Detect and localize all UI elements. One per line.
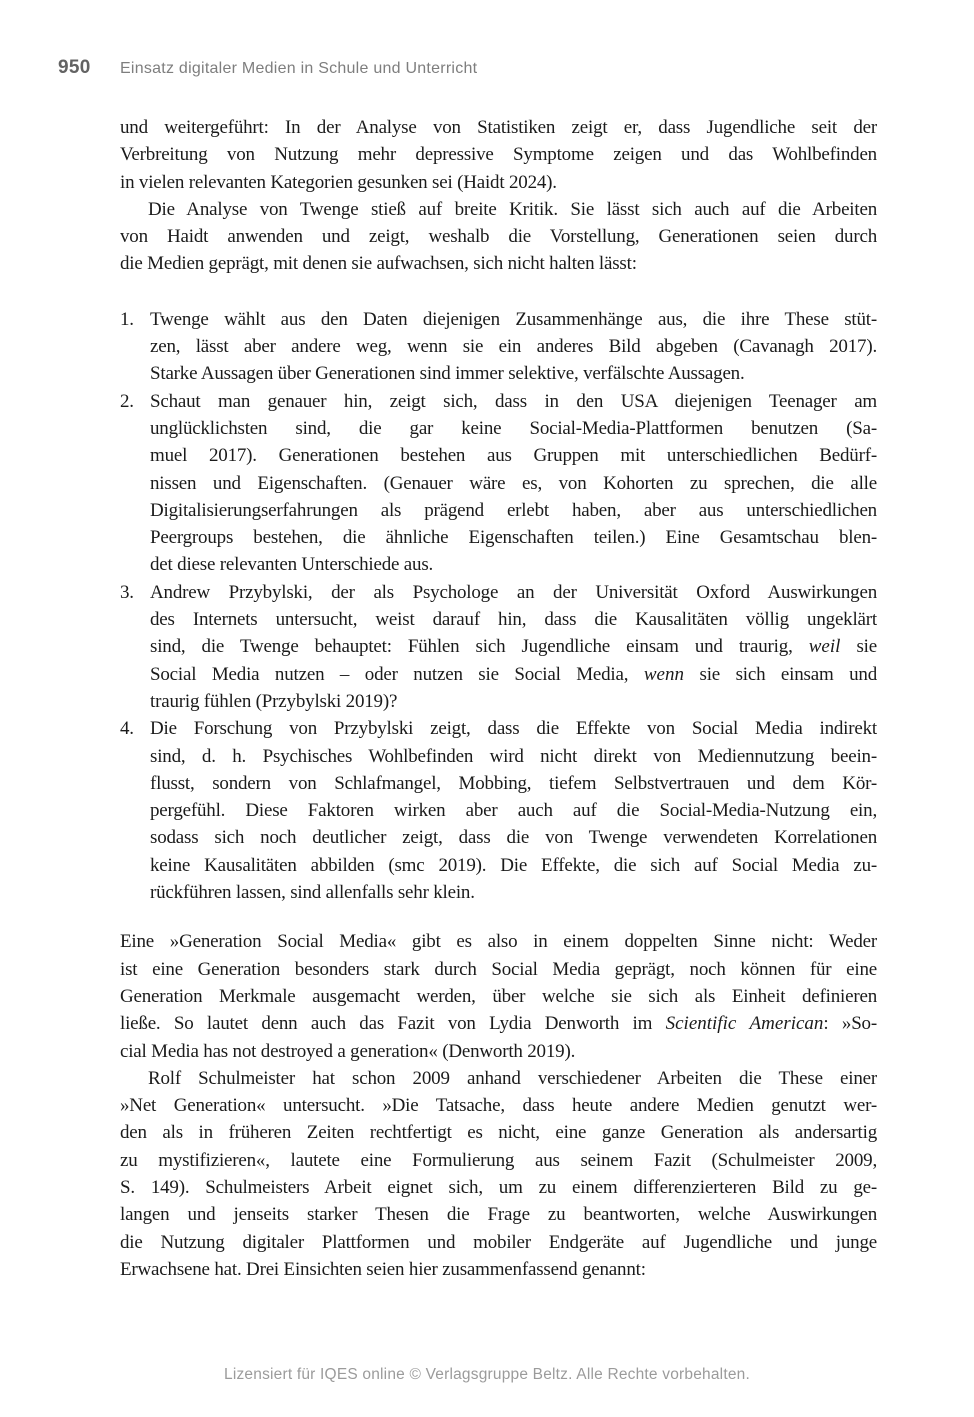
text-line: zu mystifizieren«, lautete eine Formulierung aus seinem Fazit (Schulmeister 2009, <box>120 1149 877 1171</box>
text-line: Eine »Generation Social Media« gibt es also in einem doppelten Sinne nicht: Weder <box>120 931 877 953</box>
text-line: langen und jenseits starker Thesen die Frage zu beantworten, welche Auswirkungen <box>120 1204 877 1226</box>
text-line: ist eine Generation besonders stark durch Social Media geprägt, noch können für eine <box>120 958 877 980</box>
list-item <box>120 715 877 906</box>
list-item-number: 4. <box>120 718 134 740</box>
text-line: traurig fühlen (Przybylski 2019)? <box>150 690 398 712</box>
list-item-number: 3. <box>120 581 134 603</box>
text-line: unglücklichsten sind, die gar keine Social-Media-Plattformen benutzen (Sa- <box>150 417 877 439</box>
text-line: ließe. So lautet denn auch das Fazit von Lydia Denworth im Scientific American: »So- <box>120 1013 877 1035</box>
text-line: keine Kausalitäten abbilden (smc 2019). Die Effekte, die sich auf Social Media zu- <box>150 854 877 876</box>
text-line: Erwachsene hat. Drei Einsichten seien hier zusammenfassend genannt: <box>120 1258 646 1280</box>
text-line: und weitergeführt: In der Analyse von Statistiken zeigt er, dass Jugendliche seit der <box>120 117 877 138</box>
text-line: flusst, sondern von Schlafmangel, Mobbing, tiefem Selbstvertrauen und dem Kör- <box>150 772 877 794</box>
text-line: pergefühl. Diese Faktoren wirken aber auch auf die Social-Media-Nutzung ein, <box>150 800 877 822</box>
text-line: det diese relevanten Unterschiede aus. <box>150 554 434 576</box>
text-line: Andrew Przybylski, der als Psychologe an der Universität Oxford Auswirkungen <box>150 581 877 603</box>
text-line: in vielen relevanten Kategorien gesunken sei (Haidt 2024). <box>120 171 557 193</box>
text-line: Schaut man genauer hin, zeigt sich, dass in den USA diejenigen Teenager am <box>150 390 877 412</box>
text-line: Die Analyse von Twenge stieß auf breite Kritik. Sie lässt sich auch auf die Arbeiten <box>148 198 877 220</box>
text-line: die Medien geprägt, mit denen sie aufwachsen, sich nicht halten lässt: <box>120 253 637 275</box>
list-item <box>120 306 877 388</box>
list-item <box>120 579 877 715</box>
list-item-number: 1. <box>120 308 134 330</box>
text-line: sind, d. h. Psychisches Wohlbefinden wird nicht direkt von Mediennutzung beein- <box>150 745 877 767</box>
text-line: Digitalisierungserfahrungen als prägend erlebt haben, aber aus unterschiedlichen <box>150 499 877 521</box>
paragraph-twenge-kritik <box>120 196 877 278</box>
text-line: Die Forschung von Przybylski zeigt, dass die Effekte von Social Media indirekt <box>150 718 877 740</box>
text-line: Twenge wählt aus den Daten diejenigen Zusammenhänge aus, die ihre These stüt- <box>150 308 877 330</box>
text-line: des Internets untersucht, weist darauf hin, dass die Kausalitäten völlig ungeklärt <box>150 609 877 631</box>
text-line: Generation Merkmale ausgemacht werden, über welche sie sich als Einheit definieren <box>120 985 877 1007</box>
text-column <box>120 114 877 1283</box>
paragraph-generation-fazit <box>120 928 877 1064</box>
text-line: S. 149). Schulmeisters Arbeit eignet sich, um zu einem differenzierteren Bild zu ge- <box>120 1176 877 1198</box>
list-item-number: 2. <box>120 390 134 412</box>
text-line: »Net Generation« untersucht. »Die Tatsache, dass heute andere Medien genutzt wer- <box>120 1095 877 1117</box>
page-number: 950 <box>58 57 91 78</box>
list-item-text <box>150 579 877 715</box>
paragraph-haidt-analyse <box>120 114 877 196</box>
text-line: muel 2017). Generationen bestehen aus Gruppen mit unterschiedlichen Bedürf- <box>150 445 877 467</box>
text-line: von Haidt anwenden und zeigt, weshalb die Vorstellung, Generationen seien durch <box>120 226 877 248</box>
list-item <box>120 388 877 579</box>
text-line: Verbreitung von Nutzung mehr depressive Symptome zeigen und das Wohlbefinden <box>120 144 877 166</box>
running-head: Einsatz digitaler Medien in Schule und Unterricht <box>120 60 478 77</box>
text-line: sodass sich noch deutlicher zeigt, dass die von Twenge verwendeten Korrelationen <box>150 827 877 849</box>
list-item-text <box>150 715 877 906</box>
text-line: Starke Aussagen über Generationen sind immer selektive, verfälschte Aussagen. <box>150 363 745 385</box>
text-line: zen, lässt aber andere weg, wenn sie ein anderes Bild abgeben (Cavanagh 2017). <box>150 336 877 358</box>
numbered-list <box>120 306 877 907</box>
list-item-text <box>150 306 877 388</box>
text-line: Peergroups bestehen, die ähnliche Eigenschaften teilen.) Eine Gesamtschau blen- <box>150 527 877 549</box>
text-line: Social Media nutzen – oder nutzen sie Social Media, wenn sie sich einsam und <box>150 663 877 685</box>
text-line: sind, die Twenge behauptet: Fühlen sich Jugendliche einsam und traurig, weil sie <box>150 636 877 658</box>
text-line: rückführen lassen, sind allenfalls sehr klein. <box>150 882 475 904</box>
text-line: Rolf Schulmeister hat schon 2009 anhand verschiedener Arbeiten die These einer <box>148 1067 877 1089</box>
text-line: die Nutzung digitaler Plattformen und mobiler Endgeräte auf Jugendliche und junge <box>120 1231 877 1253</box>
text-line: cial Media has not destroyed a generation« (Denworth 2019). <box>120 1040 576 1062</box>
text-line: nissen und Eigenschaften. (Genauer wäre es, von Kohorten zu sprechen, die alle <box>150 472 877 494</box>
license-footer: Lizensiert für IQES online © Verlagsgruppe Beltz. Alle Rechte vorbehalten. <box>224 1366 750 1383</box>
text-line: den als in früheren Zeiten rechtfertigt es nicht, eine ganze Generation als andersartig <box>120 1122 877 1144</box>
paragraph-schulmeister <box>120 1065 877 1283</box>
list-item-text <box>150 388 877 579</box>
